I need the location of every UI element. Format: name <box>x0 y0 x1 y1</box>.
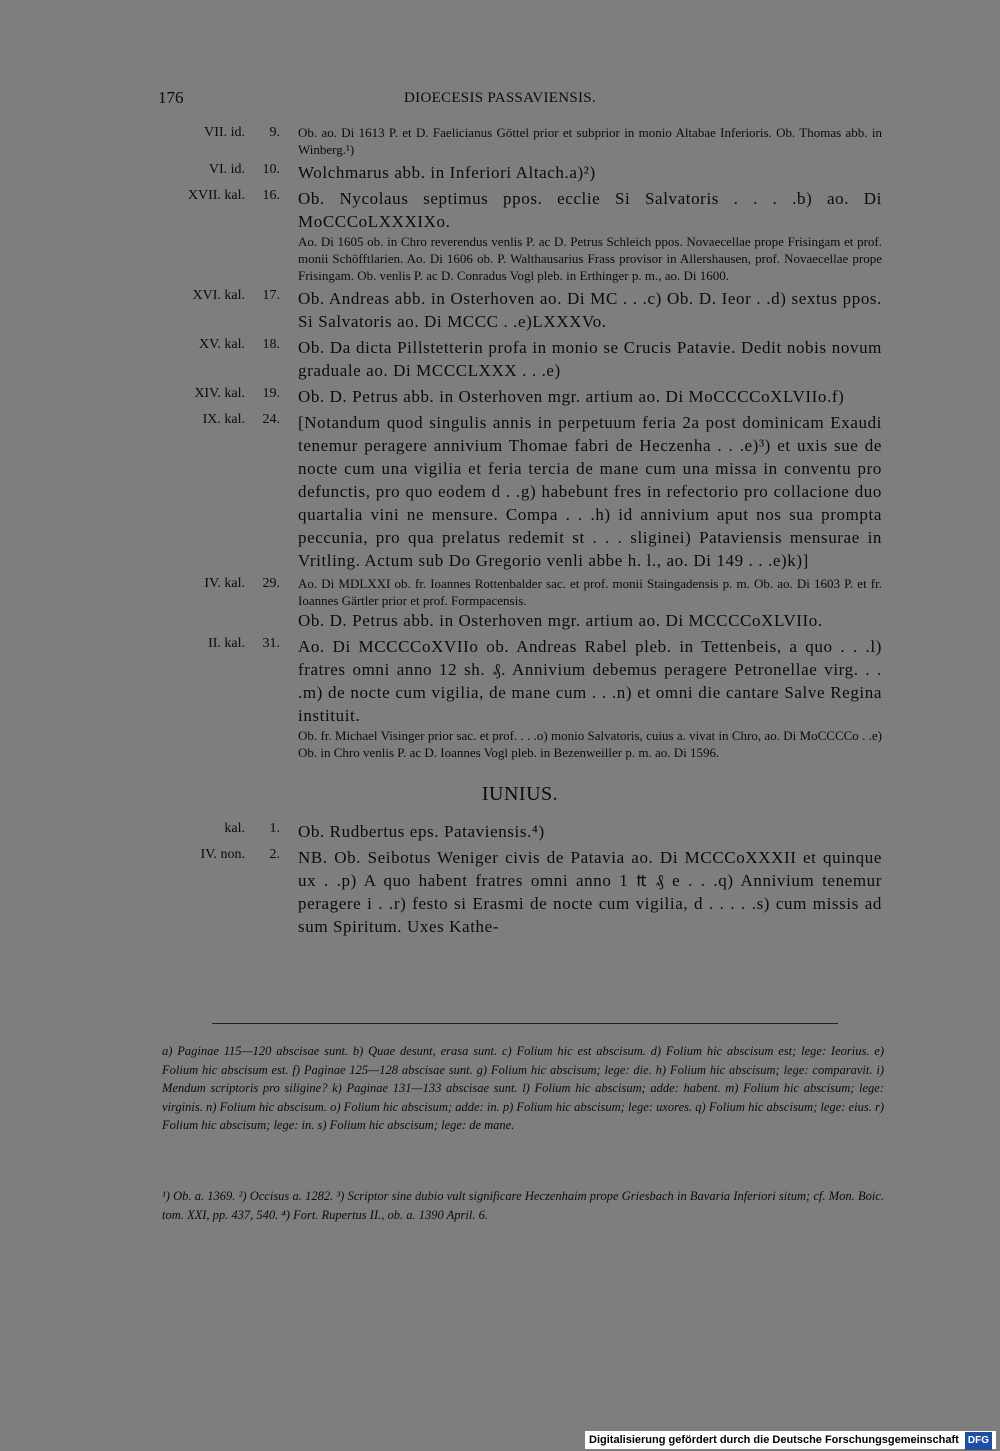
calendar-entry <box>0 385 1000 408</box>
entry-paragraph: Ao. Di 1605 ob. in Chro reverendus venlis P. ac D. Petrus Schleich ppos. Novaecellae prope Frisingam et prof. monii Schöfftlarien. Ao. Di 1606 ob. P. Walthausarius Frass provisor in Allershausen, prof. Novaecellae prope Frisingam. Ob. venlis P. ac D. Conradus Vogl pleb. in Erthinger p. m., ao. Di 1600. <box>298 234 882 283</box>
entry-paragraph: [Notandum quod singulis annis in perpetuum feria 2a post dominicam Exaudi tenemur peragere annivium Thomae fabri de Heczenha . . .e)³) et uxis sue de nocte cum una vigilia et feria tercia de mane cum una missa in conventu pro defunctis, pro quo eodem d . .g) habebunt fres in refectorio pro collacione duo quartalia vini ne mensure. Compa . . .h) id annivium aput nos sua prompta peccunia, pro qua prelatus redemit st . . . sliginei) Pataviensis mensurae in Vritling. Actum sub Do Gregorio venli abbe h. l., ao. Di 149 . . .e)k)] <box>298 413 882 570</box>
entry-date: XVII. kal. <box>187 188 245 203</box>
entry-day: 17. <box>262 288 280 303</box>
calendar-entry <box>0 411 1000 572</box>
entry-text <box>298 411 882 572</box>
entry-paragraph: Ob. Rudbertus eps. Pataviensis.⁴) <box>298 822 545 841</box>
entry-date: II. kal. <box>208 636 245 651</box>
entry-date: IV. non. <box>200 847 245 862</box>
entry-date: XV. kal. <box>198 337 245 352</box>
entry-text <box>298 187 882 284</box>
entry-text <box>298 635 882 761</box>
running-title: DIOECESIS PASSAVIENSIS. <box>404 90 596 106</box>
entry-text <box>298 161 882 184</box>
entry-day: 31. <box>262 636 280 651</box>
may-entries <box>0 124 1000 761</box>
credit-text: Digitalisierung gefördert durch die Deutsche Forschungsgemeinschaft <box>589 1434 959 1446</box>
month-heading: IUNIUS. <box>481 783 559 805</box>
entry-day: 9. <box>269 125 280 140</box>
entry-day: 18. <box>262 337 280 352</box>
entry-paragraph: Ob. Andreas abb. in Osterhoven ao. Di MC . . .c) Ob. D. Ieor . .d) sextus ppos. Si Salvatoris ao. Di MCCC . .e)LXXXVo. <box>298 289 882 331</box>
dfg-logo: DFG <box>965 1432 992 1450</box>
entry-day: 1. <box>269 821 280 836</box>
entry-day: 16. <box>262 188 280 203</box>
entry-day: 2. <box>269 847 280 862</box>
footnotes-apparatus <box>162 1042 884 1135</box>
entry-paragraph: Ob. Da dicta Pillstetterin profa in monio se Crucis Patavie. Dedit nobis novum graduale ao. Di MCCCLXXX . . .e) <box>298 338 882 380</box>
entry-day: 10. <box>262 162 280 177</box>
entry-paragraph: Ob. fr. Michael Visinger prior sac. et prof. . . .o) monio Salvatoris, cuius a. vivat in Chro, ao. Di MoCCCCo . .e) Ob. in Chro venlis P. ac D. Ioannes Vogl pleb. in Bezenweiller p. m. ao. Di 1596. <box>298 728 882 760</box>
entry-date: XVI. kal. <box>192 288 245 303</box>
calendar-entry <box>0 336 1000 382</box>
entry-text <box>298 124 882 158</box>
entry-text <box>298 846 882 938</box>
calendar-entries <box>0 124 1000 941</box>
entry-text <box>298 336 882 382</box>
entry-paragraph: Ao. Di MDLXXI ob. fr. Ioannes Rottenbalder sac. et prof. monii Staingadensis p. m. Ob. ao. Di 1603 P. et fr. Ioannes Gärtler prior et prof. Formpacensis. <box>298 576 882 608</box>
calendar-entry <box>0 161 1000 184</box>
footnotes-commentary <box>162 1187 884 1224</box>
entry-paragraph: Wolchmarus abb. in Inferiori Altach.a)²) <box>298 163 596 182</box>
entry-date: kal. <box>224 821 245 836</box>
page-number: 176 <box>158 88 184 107</box>
entry-paragraph: NB. Ob. Seibotus Weniger civis de Patavia ao. Di MCCCoXXXII et quinque ux . .p) A quo habent fratres omni anno 1 ₶ ₰ e . . .q) Annivium tenemur peragere i . .r) festo si Erasmi de nocte cum vigilia, d . . . . .s) cum missis ad sum Spiritum. Uxes Kathe- <box>298 848 882 936</box>
calendar-entry <box>0 287 1000 333</box>
footnotes-letters: a) Paginae 115—120 abscisae sunt. b) Quae desunt, erasa sunt. c) Folium hic est abscisum. d) Folium hic abscisum est; lege: Ieorius. e) Folium hic abscisum est. f) Paginae 125—128 abscisae sunt. g) Folium hic abscisum; lege: die. h) Folium hic abscisum; lege: comparavit. i) Mendum scriptoris pro siligine? k) Paginae 131—133 abscisae sunt. l) Folium hic abscisum; adde: habent. m) Folium hic abscisum; lege: virginis. n) Folium hic abscisum. o) Folium hic abscisum; adde: in. p) Folium hic abscisum; lege: uxores. q) Folium hic abscisum; lege: eius. r) Folium hic abscisum; lege: in. s) Folium hic abscisum; lege: de mane. <box>162 1044 884 1132</box>
entry-date: IV. kal. <box>204 576 245 591</box>
entry-text <box>298 385 882 408</box>
entry-date: VII. id. <box>204 125 245 140</box>
entry-text <box>298 287 882 333</box>
footnotes-numbers: ¹) Ob. a. 1369. ²) Occisus a. 1282. ³) Scriptor sine dubio vult significare Heczenhaim prope Griesbach in Bavaria Inferiori situm; cf. Mon. Boic. tom. XXI, pp. 437, 540. ⁴) Fort. Rupertus II., ob. a. 1390 April. 6. <box>162 1189 884 1222</box>
calendar-entry <box>0 820 1000 843</box>
calendar-entry <box>0 635 1000 761</box>
entry-date: VI. id. <box>208 162 245 177</box>
digitization-credit[interactable] <box>585 1431 996 1449</box>
entry-text <box>298 575 882 632</box>
entry-paragraph: Ob. Nycolaus septimus ppos. ecclie Si Salvatoris . . . .b) ao. Di MoCCCoLXXXIXo. <box>298 189 882 231</box>
entry-day: 29. <box>262 576 280 591</box>
entry-paragraph: Ao. Di MCCCCoXVIIo ob. Andreas Rabel pleb. in Tettenbeis, a quo . . .l) fratres omni anno 12 sh. ₰. Annivium debemus peragere Petronellae virg. . . .m) de nocte cum vigilia, de mane cum . . .n) et omni die cantare Salve Regina instituit. <box>298 637 882 725</box>
entry-paragraph: Ob. D. Petrus abb. in Osterhoven mgr. artium ao. Di MCCCCoXLVIIo. <box>298 611 823 630</box>
june-entries <box>0 820 1000 938</box>
entry-day: 19. <box>262 386 280 401</box>
calendar-entry <box>0 124 1000 158</box>
entry-text <box>298 820 882 843</box>
entry-date: IX. kal. <box>202 412 245 427</box>
calendar-entry <box>0 846 1000 938</box>
entry-day: 24. <box>262 412 280 427</box>
calendar-entry <box>0 575 1000 632</box>
entry-paragraph: Ob. ao. Di 1613 P. et D. Faelicianus Göttel prior et subprior in monio Altabae Inferioris. Ob. Thomas abb. in Winberg.¹) <box>298 125 882 157</box>
footnote-divider <box>212 1023 838 1024</box>
entry-paragraph: Ob. D. Petrus abb. in Osterhoven mgr. artium ao. Di MoCCCCoXLVIIo.f) <box>298 387 845 406</box>
entry-date: XIV. kal. <box>194 386 245 401</box>
calendar-entry <box>0 187 1000 284</box>
page-header <box>0 88 1000 112</box>
